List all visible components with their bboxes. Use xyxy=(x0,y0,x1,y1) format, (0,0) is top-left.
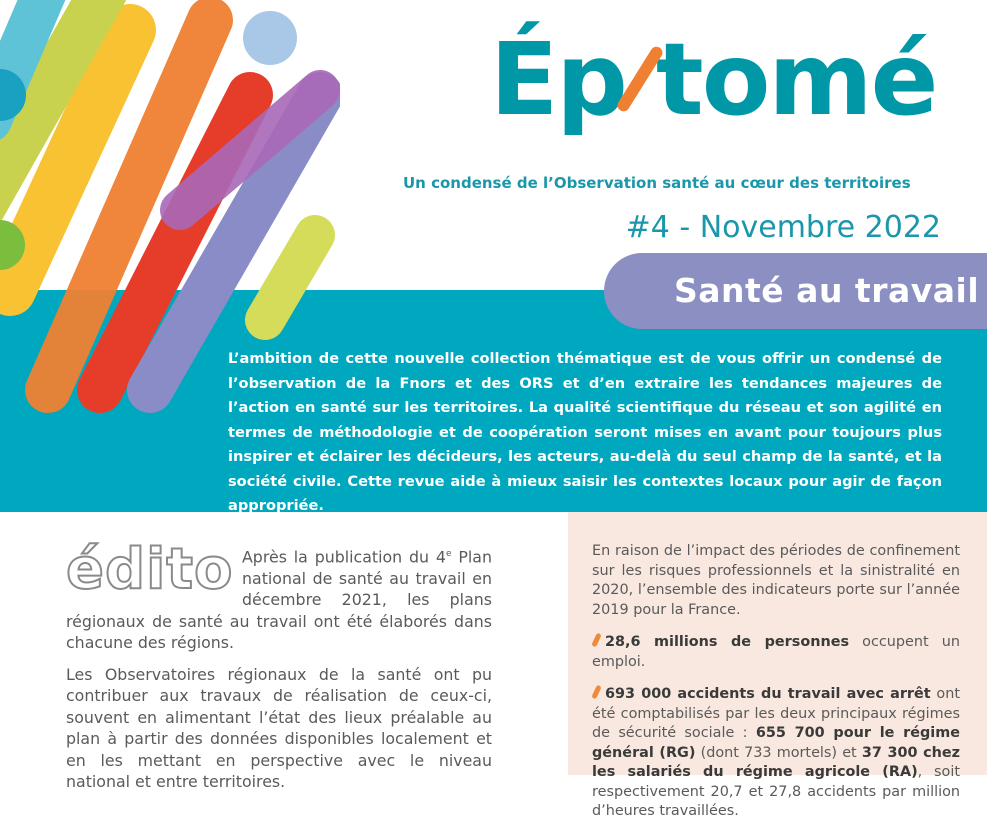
theme-banner xyxy=(604,253,987,329)
bullet-icon xyxy=(591,685,601,700)
decorative-stripes xyxy=(0,0,340,420)
edito-paragraph: Les Observatoires régionaux de la santé ont pu contribuer aux travaux de réalisation de ceux-ci, souvent en alimentant l’état des lieux préalable au plan à partir des données disponibles localement et en les mettant en perspective avec le niveau national et entre territoires. xyxy=(66,664,492,792)
intro-text: L’ambition de cette nouvelle collection thématique est de vous offrir un condensé de l’observation de la Fnors et des ORS et d’en extraire les tendances majeures de l’action en santé sur les territoires. La qualité scientifique du réseau et son agilité en termes de méthodologie et de coopération seront mises en avant pour toujours plus inspirer et éclairer les décideurs, les acteurs, au-delà du seul champ de la santé, et la société civile. Cette revue aide à mieux saisir les contextes locaux pour agir de façon appropriée. xyxy=(228,350,942,514)
edito-heading: édito xyxy=(66,537,234,602)
key-figures-intro: En raison de l’impact des périodes de confinement sur les risques professionnels et la sinistralité en 2020, l’ensemble des indicateurs porte sur l’année 2019 pour la France. xyxy=(592,543,960,618)
logo-slash-icon xyxy=(626,42,656,114)
key-figure: 28,6 millions de personnes occupent un emploi. xyxy=(592,634,960,670)
epitome-logo: Ép tomé xyxy=(490,21,937,138)
key-figures-text xyxy=(592,542,960,835)
bullet-icon xyxy=(591,633,601,648)
issue-number: #4 - Novembre 2022 xyxy=(625,210,941,245)
edito-text xyxy=(66,537,492,803)
key-figure: 693 000 accidents du travail avec arrêt ont été comptabilisés par les deux principaux régimes de sécurité sociale : 655 700 pour le régime général (RG) (dont 733 mortels) et 37 300 chez les salariés du régime agricole (RA), soit respectivement 20,7 et 27,8 accidents par million d’heures travaillées. xyxy=(592,686,960,819)
subtitle: Un condensé de l’Observation santé au cœur des territoires xyxy=(403,174,911,192)
theme-title: Santé au travail xyxy=(674,271,980,310)
edito-paragraph: Après la publication du 4e Plan national de santé au travail en décembre 2021, les plans régionaux de santé au travail ont été élaborés dans chacune des régions. xyxy=(66,547,492,653)
